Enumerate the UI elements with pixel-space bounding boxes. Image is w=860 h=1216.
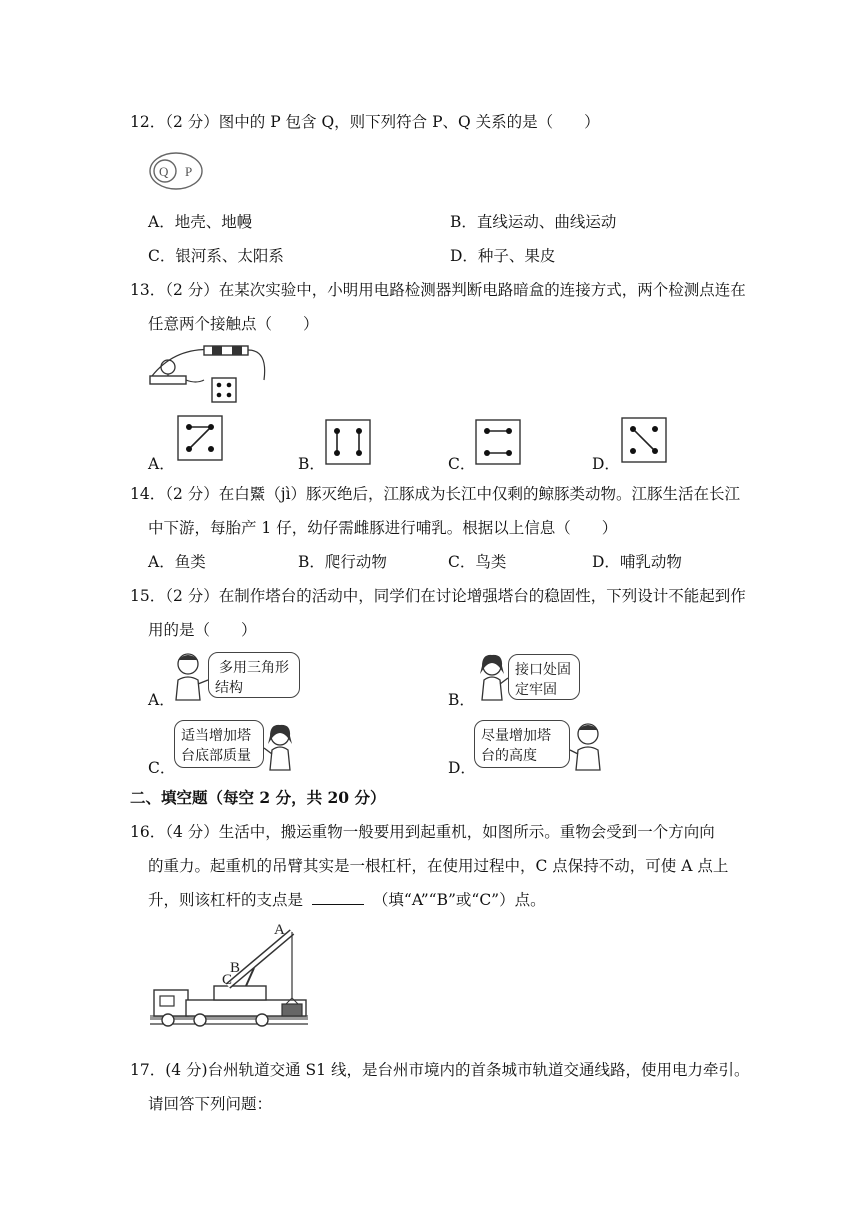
q13-option-c[interactable]: C． (448, 455, 476, 473)
q15-c-speech-bubble (174, 720, 264, 768)
q12-option-a[interactable]: A．地壳、地幔 (148, 213, 253, 231)
q14-stem-line2: 中下游，每胎产 1 仔，幼仔需雌豚进行哺乳。根据以上信息（ ） (148, 519, 618, 537)
q15-b-speech-bubble (508, 654, 580, 700)
q15-a-speech-bubble (208, 652, 300, 698)
q16-line3 (148, 890, 546, 910)
boy-figure-icon (170, 650, 210, 702)
q15-option-c[interactable]: C． (148, 759, 176, 777)
q16-line3-suffix: （填“A”“B”或“C”）点。 (372, 891, 546, 909)
q16-answer-blank[interactable] (312, 890, 364, 905)
q15-option-b[interactable]: B． (448, 691, 475, 709)
q12-option-c[interactable]: C．银河系、太阳系 (148, 247, 284, 265)
q14-stem-line1: 14．（2 分）在白鱀（jì）豚灭绝后，江豚成为长江中仅剩的鲸豚类动物。江豚生活在长江 (130, 485, 741, 503)
q17-line2: 请回答下列问题： (148, 1095, 273, 1113)
q15-d-bubble-line2: 台的高度 (481, 748, 537, 764)
q15-a-bubble-line2: 结构 (215, 680, 243, 696)
q13-stem-line1: 13．（2 分）在某次实验中，小明用电路检测器判断电路暗盒的连接方式，两个检测点连在 (130, 281, 746, 299)
q12-stem: 12．（2 分）图中的 P 包含 Q，则下列符合 P、Q 关系的是（ ） (130, 113, 600, 131)
q13-circuit-tester-figure (146, 340, 276, 406)
q13-option-d[interactable]: D． (592, 455, 620, 473)
q15-d-bubble-line1: 尽量增加塔 (481, 728, 551, 744)
q12-venn-diagram (148, 150, 206, 192)
q16-line2: 的重力。起重机的吊臂其实是一根杠杆，在使用过程中，C 点保持不动，可使 A 点上 (148, 857, 729, 875)
q13-option-a-box[interactable] (176, 414, 224, 462)
boy-figure-icon (568, 720, 606, 772)
q13-option-b-box[interactable] (324, 418, 372, 466)
q12-option-d[interactable]: D．种子、果皮 (450, 247, 556, 265)
q13-option-d-box[interactable] (620, 416, 668, 464)
q15-b-bubble-line2: 定牢固 (515, 682, 557, 698)
q14-option-b[interactable]: B．爬行动物 (298, 553, 387, 571)
q15-c-bubble-line2: 台底部质量 (181, 748, 251, 764)
crane-label-b: B (230, 960, 241, 976)
q12-option-b[interactable]: B．直线运动、曲线运动 (450, 213, 617, 231)
q13-stem-line2: 任意两个接触点（ ） (148, 315, 319, 333)
q13-option-a[interactable]: A． (148, 455, 175, 473)
q15-d-speech-bubble (474, 720, 570, 768)
q15-option-a[interactable]: A． (148, 691, 175, 709)
q15-option-d[interactable]: D． (448, 759, 476, 777)
q14-option-d[interactable]: D．哺乳动物 (592, 553, 682, 571)
q14-option-a[interactable]: A．鱼类 (148, 553, 206, 571)
girl-figure-icon (262, 722, 296, 772)
q15-b-bubble-line1: 接口处固 (515, 662, 571, 678)
girl-figure-icon (476, 652, 510, 702)
q17-line1: 17．(4 分)台州轨道交通 S1 线，是台州市境内的首条城市轨道交通线路，使用电力牵引。 (130, 1061, 750, 1079)
q16-line3-prefix: 升，则该杠杆的支点是 (148, 891, 304, 909)
q12-label-p: P (185, 164, 193, 179)
q15-c-bubble-line1: 适当增加塔 (181, 728, 251, 744)
q13-option-c-box[interactable] (474, 418, 522, 466)
q12-label-q: Q (159, 164, 169, 179)
crane-label-c: C (222, 972, 233, 988)
q15-a-bubble-line1: 多用三角形 (219, 660, 289, 676)
q15-stem-line1: 15．（2 分）在制作塔台的活动中，同学们在讨论增强塔台的稳固性，下列设计不能起到作 (130, 587, 746, 605)
q13-option-b[interactable]: B． (298, 455, 325, 473)
section-2-heading: 二、填空题（每空 2 分，共 20 分） (130, 788, 386, 807)
q16-crane-figure (150, 920, 310, 1038)
q16-line1: 16．（4 分）生活中，搬运重物一般要用到起重机，如图所示。重物会受到一个方向向 (130, 823, 715, 841)
q15-stem-line2: 用的是（ ） (148, 621, 257, 639)
q14-option-c[interactable]: C．鸟类 (448, 553, 507, 571)
crane-label-a: A (274, 922, 285, 938)
